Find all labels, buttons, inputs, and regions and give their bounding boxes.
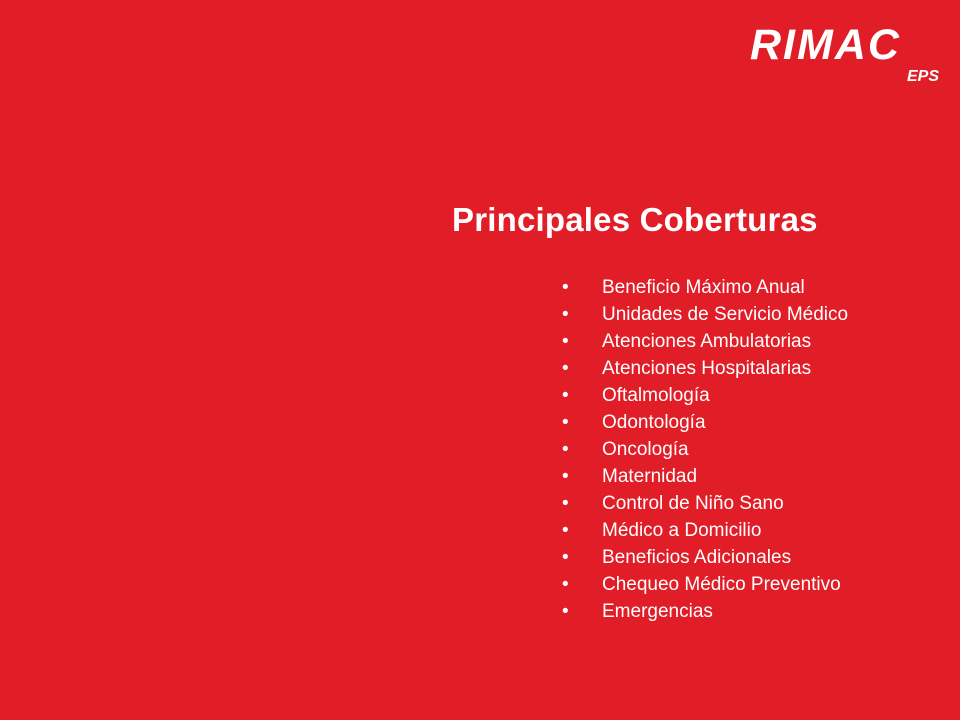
coverage-label: Médico a Domicilio: [602, 520, 762, 541]
bullet-icon: •: [562, 331, 569, 352]
coverage-label: Maternidad: [602, 466, 698, 487]
coverage-label: Odontología: [602, 412, 706, 433]
coverage-label: Beneficio Máximo Anual: [602, 277, 805, 298]
bullet-icon: •: [562, 493, 569, 514]
logo-subtitle: EPS: [907, 68, 940, 85]
bullet-icon: •: [562, 520, 569, 541]
bullet-icon: •: [562, 304, 569, 325]
coverage-label: Control de Niño Sano: [602, 493, 784, 514]
coverage-label: Atenciones Ambulatorias: [602, 331, 812, 352]
bullet-icon: •: [562, 574, 569, 595]
page-title: Principales Coberturas: [452, 201, 818, 238]
coverage-label: Chequeo Médico Preventivo: [602, 574, 841, 595]
coverage-label: Emergencias: [602, 601, 713, 622]
coverage-label: Oftalmología: [602, 385, 710, 406]
bullet-icon: •: [562, 547, 569, 568]
coverage-label: Beneficios Adicionales: [602, 547, 792, 568]
bullet-icon: •: [562, 277, 569, 298]
bullet-icon: •: [562, 439, 569, 460]
bullet-icon: •: [562, 385, 569, 406]
rimac-logo-icon: [745, 18, 950, 88]
coverage-label: Atenciones Hospitalarias: [602, 358, 812, 379]
logo-wordmark: RIMAC: [750, 21, 901, 69]
bullet-icon: •: [562, 601, 569, 622]
rimac-eps-logo: [745, 18, 950, 88]
coverage-label: Unidades de Servicio Médico: [602, 304, 849, 325]
bullet-icon: •: [562, 358, 569, 379]
bullet-icon: •: [562, 412, 569, 433]
bullet-icon: •: [562, 466, 569, 487]
coverage-label: Oncología: [602, 439, 689, 460]
